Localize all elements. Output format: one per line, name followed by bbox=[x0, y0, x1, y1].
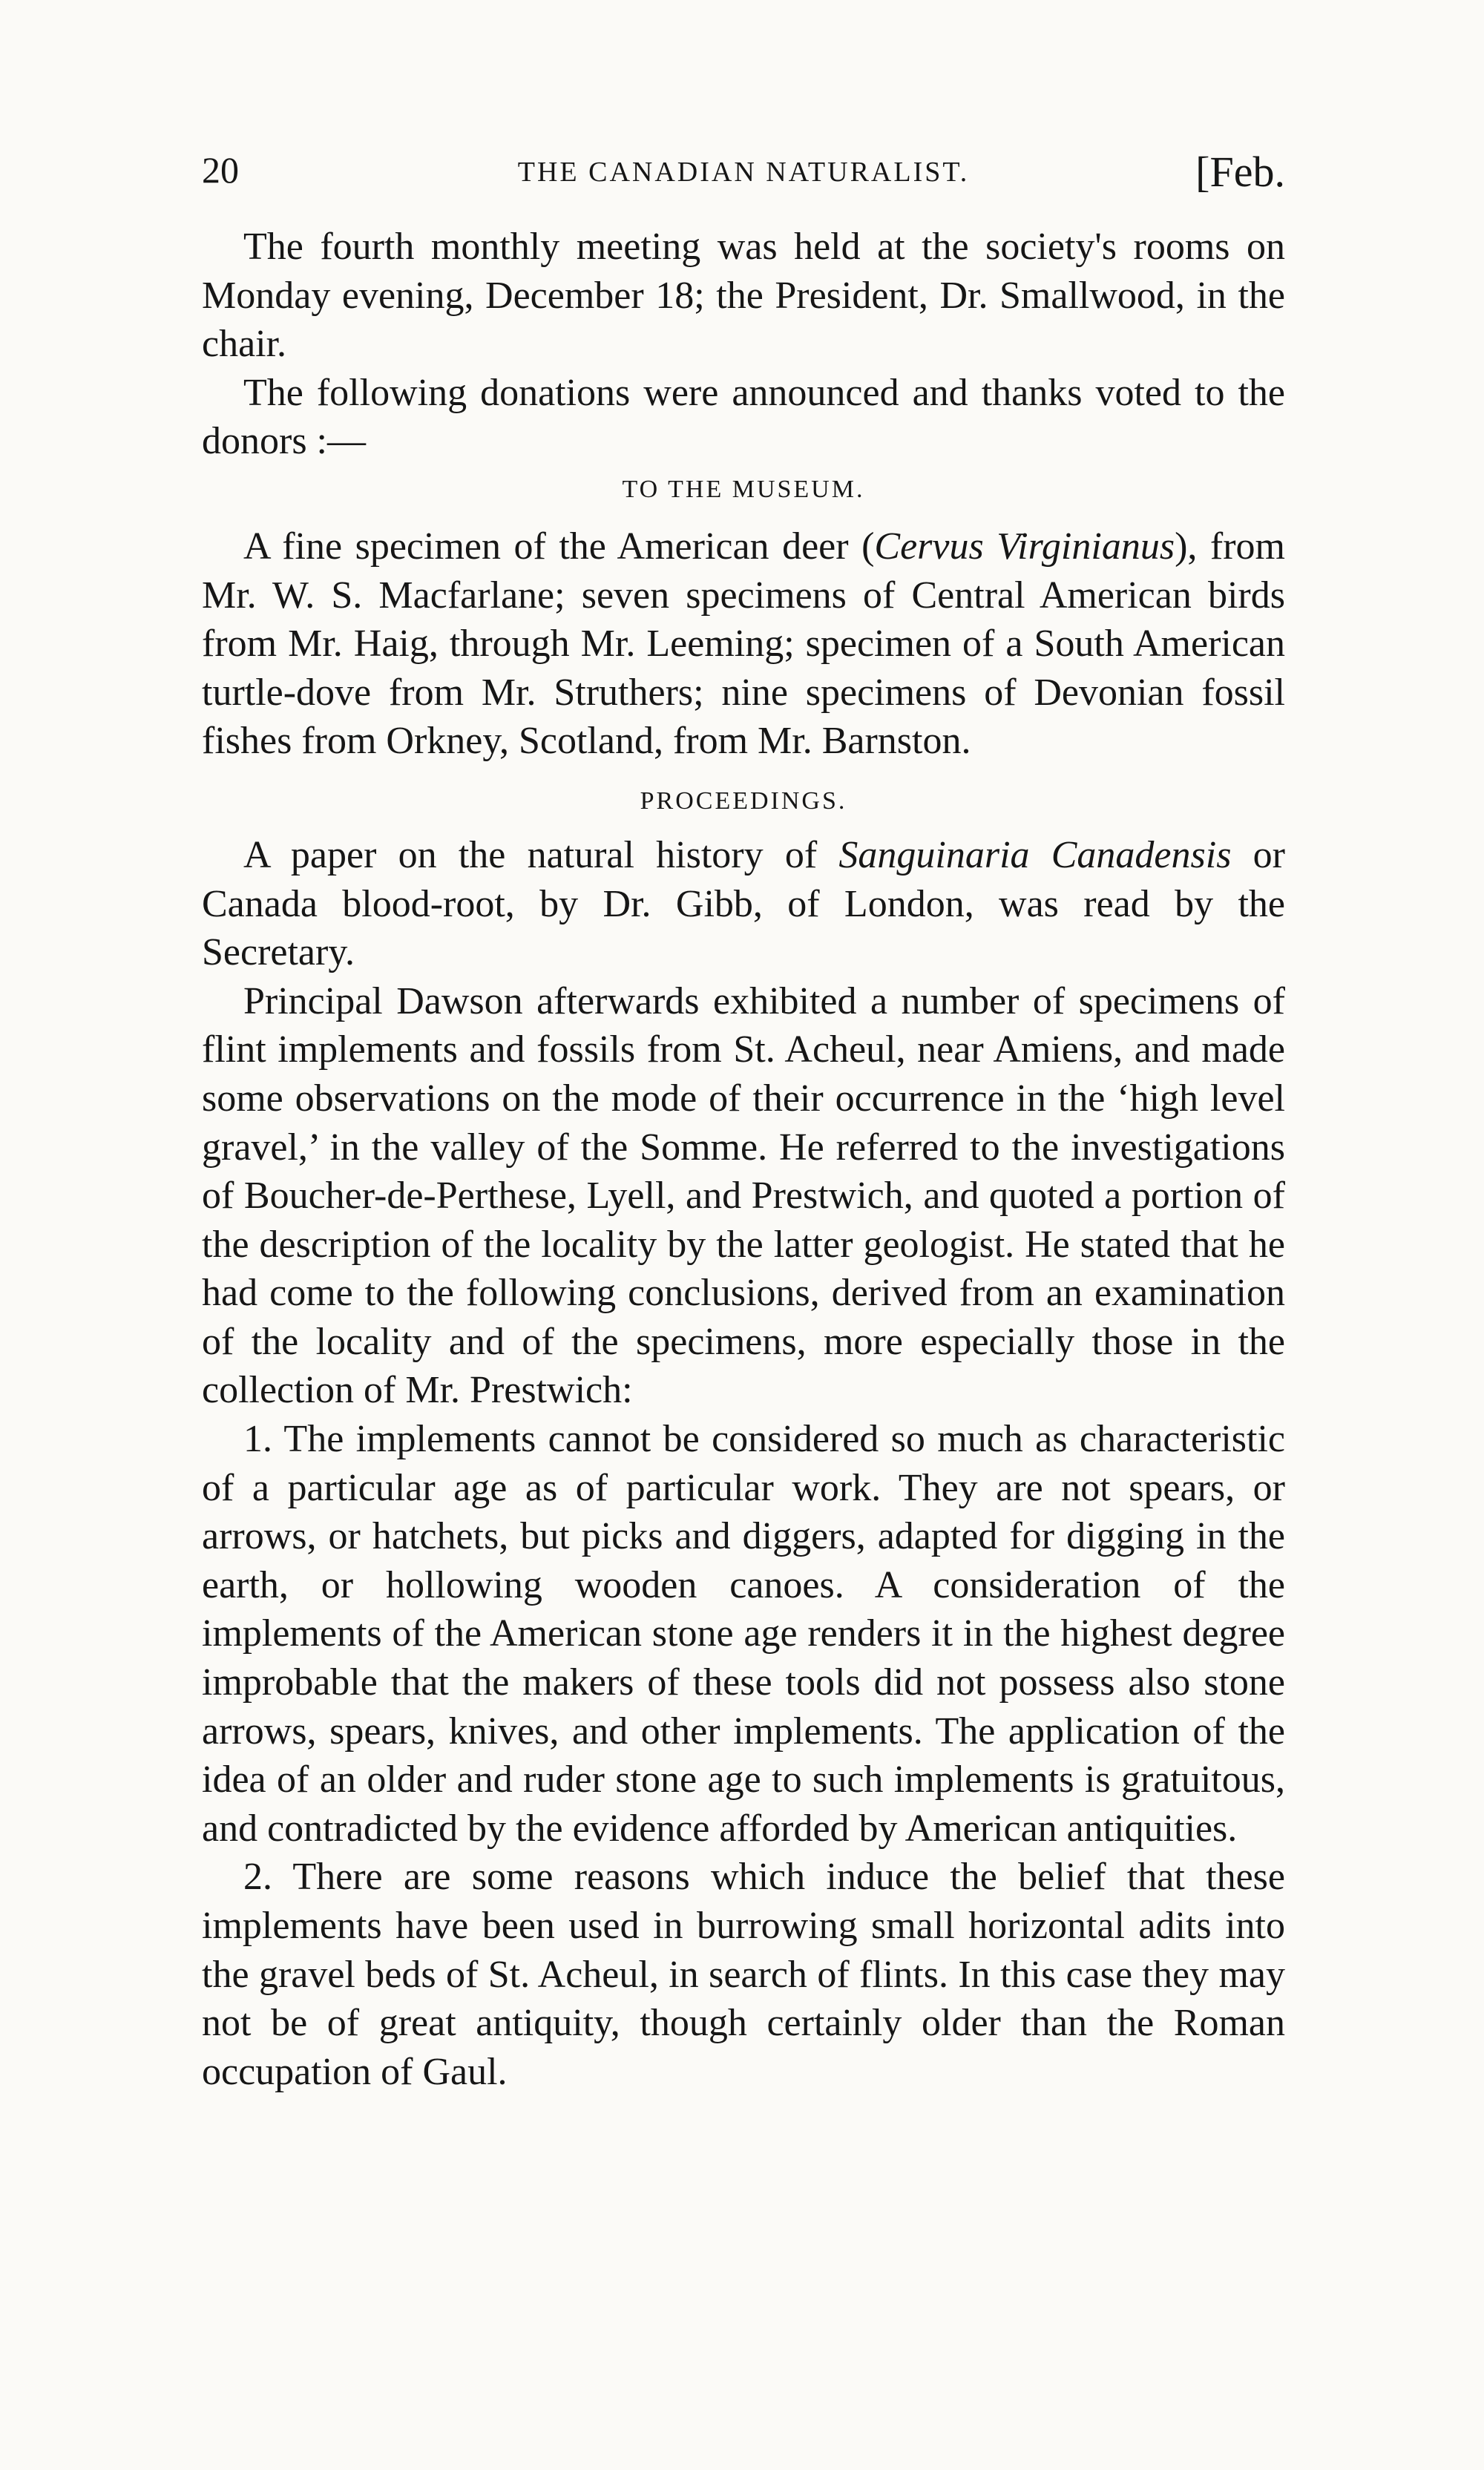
conclusion-2-paragraph: 2. There are some reasons which induce the belief that these implements have been used in burrowing small horizontal adits into the gravel beds of St. Acheul, in search of flints. In this case they may not be of great antiquity, though certainly older than the Roman occupation of Gaul. bbox=[202, 1856, 1285, 2093]
museum-text-start: A fine specimen of the American deer ( bbox=[243, 525, 875, 568]
museum-heading: TO THE MUSEUM. bbox=[622, 475, 865, 503]
dawson-paragraph: Principal Dawson afterwards exhibited a number of specimens of flint implements and fossils from St. Acheul, near Amiens, and made some observations on the mode of their occurrence in the ‘high level gravel,’ in the valley of the Somme. He referred to the investigations of Boucher-de-Perthese, Lyell, and Prestwich, and quoted a portion of the description of the locality by the latter geologist. He stated that he had come to the following conclusions, derived from an examination of the locality and of the specimens, more especially those in the collection of Mr. Prestwich: bbox=[202, 979, 1285, 1412]
conclusion-1-paragraph: 1. The implements cannot be considered so much as characteristic of a particular age as of particular work. They are not spears, or arrows, or hatchets, but picks and diggers, adapted for digging in the earth, or hollowing wooden canoes. A consideration of the implements of the American stone age renders it in the highest degree improbable that the makers of these tools did not possess also stone arrows, spears, knives, and other implements. The application of the idea of an older and ruder stone age to such implements is gratuitous, and contradicted by the evidence afforded by American antiquities. bbox=[202, 1418, 1285, 1850]
paper-text-end: or Canada blood-root, by Dr. Gibb, of London, was read by the Secretary. bbox=[202, 833, 1285, 974]
running-head bbox=[202, 148, 1285, 208]
journal-title: THE CANADIAN NATURALIST. bbox=[517, 157, 970, 188]
museum-paragraph bbox=[202, 522, 1285, 766]
deer-species-name: Cervus Virginianus bbox=[874, 525, 1175, 568]
body-text bbox=[202, 223, 1285, 2096]
paper-paragraph bbox=[202, 831, 1285, 977]
proceedings-heading: PROCEEDINGS. bbox=[640, 786, 847, 815]
plant-species-name: Sanguinaria Canadensis bbox=[838, 833, 1232, 876]
page-number: 20 bbox=[202, 149, 239, 191]
museum-text-end: ), from Mr. W. S. Macfarlane; seven specimens of Central American birds from Mr. Haig, through Mr. Leeming; specimen of a South American turtle-dove from Mr. Struthers; nine specimens of Devonian fossil fishes from Orkney, Scotland, from Mr. Barnston. bbox=[202, 525, 1285, 763]
issue-month: [Feb. bbox=[1195, 148, 1285, 196]
meeting-paragraph: The fourth monthly meeting was held at the society's rooms on Monday evening, December 18; the President, Dr. Smallwood, in the chair. bbox=[202, 226, 1285, 366]
paper-text-start: A paper on the natural history of bbox=[243, 833, 839, 876]
donations-paragraph: The following donations were announced and thanks voted to the donors :— bbox=[202, 371, 1285, 463]
